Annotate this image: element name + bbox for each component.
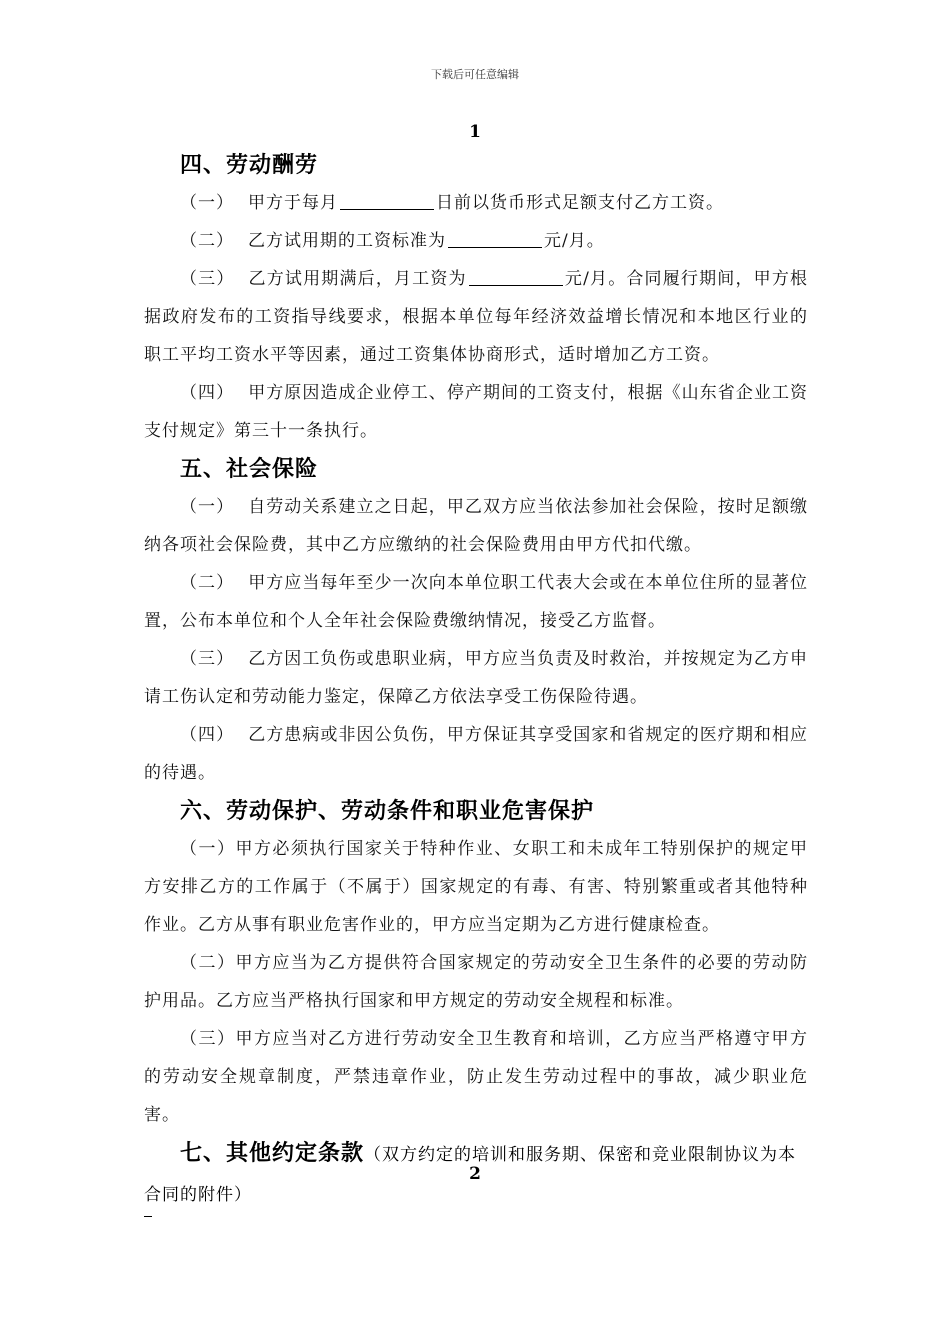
section-5-clause-1 <box>144 488 808 564</box>
section-6-title: 六、劳动保护、劳动条件和职业危害保护 <box>180 798 595 824</box>
section-4-clause-4 <box>144 374 808 450</box>
clause-text: 甲方于每月 <box>248 193 338 213</box>
clause-text: 乙方患病或非因公负伤，甲方保证其享受国家和省规定的医疗期和相应的待遇。 <box>144 725 809 783</box>
clause-text: 乙方试用期的工资标准为 <box>248 231 446 251</box>
clause-number: （四） <box>180 383 235 403</box>
section-5-clause-4 <box>144 716 808 792</box>
section-5-clause-3 <box>144 640 808 716</box>
clause-text: 乙方试用期满后，月工资为 <box>248 269 467 289</box>
section-6-clause-3: （三）甲方应当对乙方进行劳动安全卫生教育和培训，乙方应当严格遵守甲方的劳动安全规章制度，严禁违章作业，防止发生劳动过程中的事故，减少职业危害。 <box>144 1029 808 1125</box>
clause-number: （三） <box>180 649 235 669</box>
clause-text: 自劳动关系建立之日起，甲乙双方应当依法参加社会保险，按时足额缴纳各项社会保险费，其中乙方应缴纳的社会保险费用由甲方代扣代缴。 <box>144 497 809 555</box>
section-4-title: 四、劳动酬劳 <box>180 152 319 178</box>
clause-number: （二） <box>180 231 234 251</box>
clause-number: （一） <box>180 193 234 213</box>
section-7-title-text: 七、其他约定条款 <box>180 1140 365 1166</box>
clause-number: （一） <box>180 497 235 517</box>
fill-blank[interactable] <box>448 229 542 248</box>
section-5-title: 五、社会保险 <box>180 456 319 482</box>
footer-mark <box>144 1216 152 1217</box>
clause-number: （三） <box>180 269 235 289</box>
clause-text: 乙方因工负伤或患职业病，甲方应当负责及时救治，并按规定为乙方申请工伤认定和劳动能力鉴定，保障乙方依法享受工伤保险待遇。 <box>144 649 809 707</box>
clause-text: 元/月。 <box>544 231 605 251</box>
section-7-note: （双方约定的培训和服务期、保密和竞业限制协议为本合同的附件） <box>144 1145 797 1205</box>
clause-text: 日前以货币形式足额支付乙方工资。 <box>436 193 724 213</box>
clause-text: 元/月。合同履行期间，甲方根据政府发布的工资指导线要求，根据本单位每年经济效益增长情况和本地区行业的职工平均工资水平等因素，通过工资集体协商形式，适时增加乙方工资。 <box>144 269 809 365</box>
clause-number: （四） <box>180 725 235 745</box>
section-4-clause-1 <box>144 184 808 222</box>
section-4-clause-2 <box>144 222 808 260</box>
page-number-bottom: 2 <box>469 1164 481 1184</box>
section-6-clause-1: （一）甲方必须执行国家关于特种作业、女职工和未成年工特别保护的规定甲方安排乙方的工作属于（不属于）国家规定的有毒、有害、特别繁重或者其他特种作业。乙方从事有职业危害作业的，甲方应当定期为乙方进行健康检查。 <box>144 839 808 935</box>
fill-blank[interactable] <box>340 191 434 210</box>
document-body <box>144 146 808 1214</box>
section-6-clause-2: （二）甲方应当为乙方提供符合国家规定的劳动安全卫生条件的必要的劳动防护用品。乙方应当严格执行国家和甲方规定的劳动安全规程和标准。 <box>144 953 808 1011</box>
section-4-clause-3 <box>144 260 808 374</box>
clause-number: （二） <box>180 573 235 593</box>
fill-blank[interactable] <box>469 267 563 286</box>
header-note: 下载后可任意编辑 <box>431 68 519 81</box>
clause-text: 甲方原因造成企业停工、停产期间的工资支付，根据《山东省企业工资支付规定》第三十一条执行。 <box>144 383 809 441</box>
section-5-clause-2 <box>144 564 808 640</box>
page-number-top: 1 <box>469 122 481 142</box>
clause-text: 甲方应当每年至少一次向本单位职工代表大会或在本单位住所的显著位置，公布本单位和个人全年社会保险费缴纳情况，接受乙方监督。 <box>144 573 809 631</box>
